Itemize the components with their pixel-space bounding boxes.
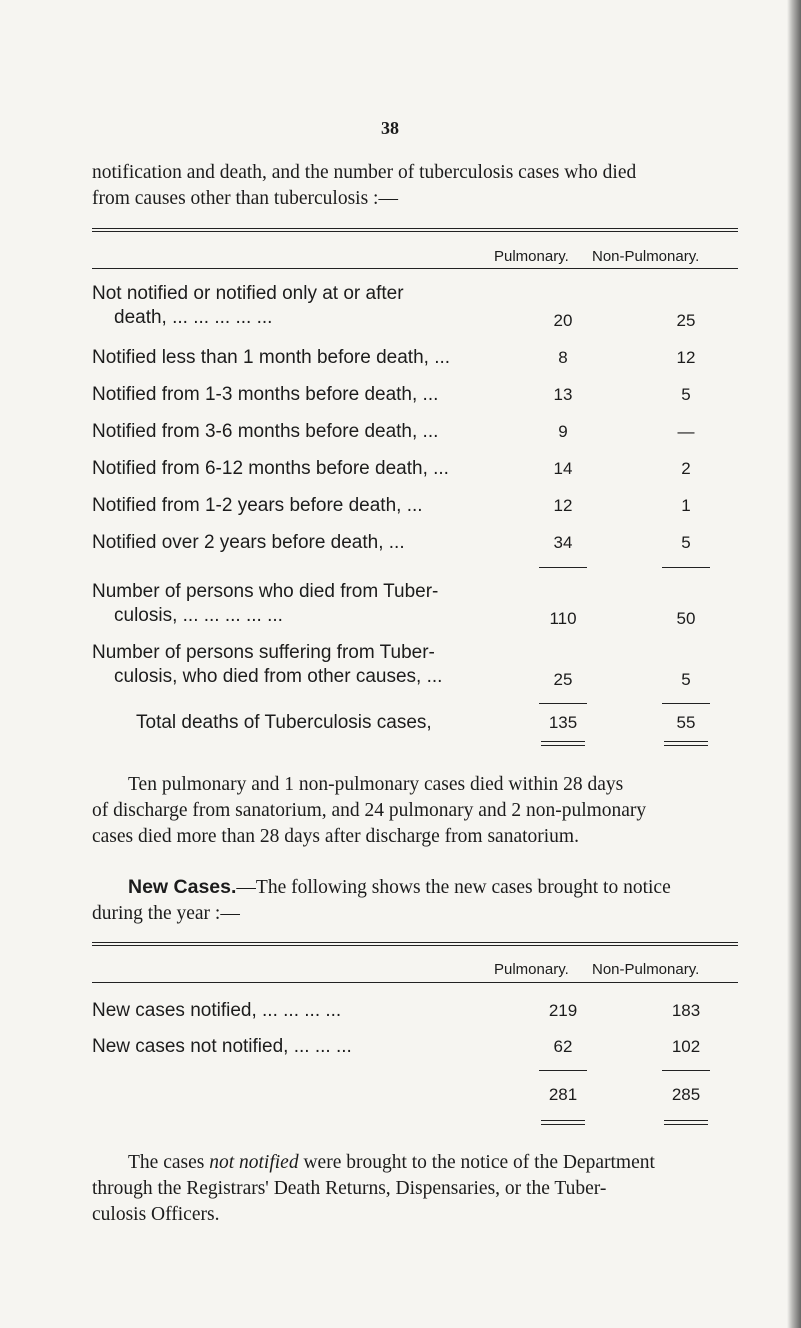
- table2-header-pulmonary: Pulmonary.: [494, 961, 569, 978]
- table1-cell-non: 2: [681, 459, 691, 478]
- table2-cell-non: 102: [671, 1037, 701, 1056]
- table1-total-label: Total deaths of Tuberculosis cases,: [136, 712, 432, 733]
- table1-header-non-pulmonary: Non-Pulmonary.: [592, 248, 700, 265]
- table1-cell-pul: 13: [553, 385, 573, 404]
- new-cases-paragraph: [92, 874, 738, 927]
- intro-paragraph: [92, 160, 738, 212]
- table2-total-pul: 281: [548, 1085, 578, 1104]
- total-rule: [539, 703, 587, 704]
- table1-cell-pul: 20: [553, 311, 573, 330]
- closing-line-2: through the Registrars' Death Returns, Dispensaries, or the Tuber-: [92, 1178, 607, 1199]
- table2-row-label: New cases notified, ... ... ... ...: [92, 1000, 342, 1021]
- table1-header-rule: [92, 268, 738, 269]
- discharge-line-3: cases died more than 28 days after discharge from sanatorium.: [92, 826, 579, 847]
- table1-cell-pul: 110: [549, 609, 577, 628]
- table1-cell-pul: 12: [553, 496, 573, 515]
- table1-cell-non: 5: [681, 385, 691, 404]
- discharge-line-2: of discharge from sanatorium, and 24 pulmonary and 2 non-pulmonary: [92, 800, 647, 821]
- table1-cell-non: 25: [676, 311, 696, 330]
- table1-total-pul: 135: [548, 713, 578, 732]
- new-cases-text-1: —The following shows the new cases brought to notice: [236, 877, 671, 898]
- table1-cell-non: 50: [676, 609, 696, 628]
- table1-row-label: Notified from 1-2 years before death, ...: [92, 495, 423, 516]
- double-rule: [541, 741, 585, 746]
- table1-row-label: Notified from 1-3 months before death, ...: [92, 384, 439, 405]
- table2-row-label: New cases not notified, ... ... ...: [92, 1036, 352, 1057]
- table2-cell-non: 183: [671, 1001, 701, 1020]
- intro-line-1: notification and death, and the number of tuberculosis cases who died: [92, 162, 637, 183]
- not-notified-emphasis: not notified: [209, 1152, 299, 1173]
- table1-row-label: Not notified or notified only at or after death, ... ... ... ... ...: [92, 283, 404, 328]
- table1-cell-non: 5: [681, 670, 691, 689]
- table1-cell-pul: 34: [553, 533, 573, 552]
- table1-top-rule-2: [92, 231, 738, 232]
- table2-top-rule-2: [92, 945, 738, 946]
- table1-row-label: Notified from 6-12 months before death, ...: [92, 458, 449, 479]
- new-cases-text-2: during the year :—: [92, 903, 240, 924]
- table1-row-label: Notified over 2 years before death, ...: [92, 532, 405, 553]
- table2-total-rule: [662, 1070, 710, 1071]
- table1-row-label: Number of persons suffering from Tuber- culosis, who died from other causes, ...: [92, 642, 443, 687]
- table1-cell-pul: 25: [553, 670, 573, 689]
- new-cases-heading: New Cases.: [128, 876, 237, 898]
- subtotal-rule: [539, 567, 587, 568]
- table2-top-rule-1: [92, 942, 738, 943]
- double-rule: [664, 741, 708, 746]
- intro-line-2: from causes other than tuberculosis :—: [92, 188, 398, 209]
- table1-header-pulmonary: Pulmonary.: [494, 248, 569, 265]
- page-number: 38: [381, 118, 399, 138]
- table2-total-non: 285: [671, 1085, 701, 1104]
- table1-cell-pul: 14: [553, 459, 573, 478]
- table1-row-label: Notified less than 1 month before death, ...: [92, 347, 451, 368]
- table1-cell-non: 1: [681, 496, 691, 515]
- table2-total-rule: [539, 1070, 587, 1071]
- table1-total-non: 55: [676, 713, 696, 732]
- subtotal-rule: [662, 567, 710, 568]
- table2-header-rule: [92, 982, 738, 983]
- double-rule: [541, 1120, 585, 1125]
- table1-cell-pul: 9: [558, 422, 568, 441]
- table1-cell-non: —: [677, 422, 695, 441]
- table1-cell-pul: 8: [558, 348, 568, 367]
- table1-row-label: Notified from 3-6 months before death, ...: [92, 421, 439, 442]
- table1-row-label: Number of persons who died from Tuber- culosis, ... ... ... ... ...: [92, 581, 439, 626]
- table1-top-rule-1: [92, 228, 738, 229]
- closing-paragraph: The cases not notified were brought to the notice of the Department through the Registrars' Death Returns, Dispensaries, or the Tuber- culosis Officers.: [92, 1150, 738, 1228]
- double-rule: [664, 1120, 708, 1125]
- table2-cell-pul: 219: [548, 1001, 578, 1020]
- page-edge-shadow: [787, 0, 801, 1328]
- closing-line-3: culosis Officers.: [92, 1204, 220, 1225]
- table1-cell-non: 12: [676, 348, 696, 367]
- table2-header-non-pulmonary: Non-Pulmonary.: [592, 961, 700, 978]
- total-rule: [662, 703, 710, 704]
- discharge-paragraph: [92, 772, 738, 850]
- table1-cell-non: 5: [681, 533, 691, 552]
- table2-cell-pul: 62: [553, 1037, 573, 1056]
- discharge-line-1: Ten pulmonary and 1 non-pulmonary cases died within 28 days: [128, 774, 624, 795]
